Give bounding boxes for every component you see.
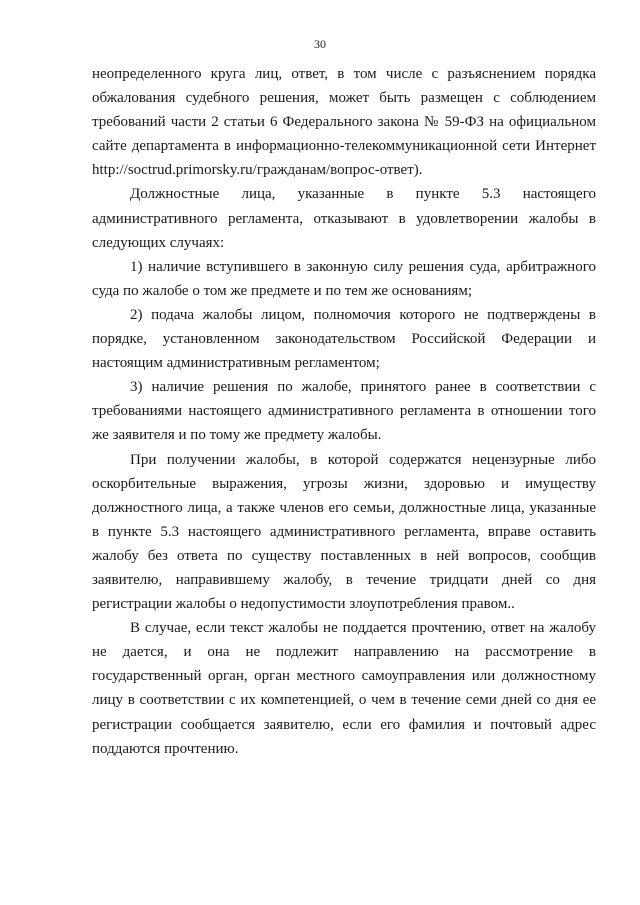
- paragraph-case-1: 1) наличие вступившего в законную силу решения суда, арбитражного суда по жалобе о том же предмете и по тем же основаниям;: [92, 258, 596, 299]
- paragraph-refusal-grounds: Должностные лица, указанные в пункте 5.3 настоящего административного регламента, отказывают в удовлетворении жалобы в следующих случаях:: [92, 186, 596, 251]
- paragraph-abusive-complaint: При получении жалобы, в которой содержатся нецензурные либо оскорбительные выражения, угрозы жизни, здоровью и имуществу должностного лица, а также членов его семьи, должностные лица, указанные в пункте 5.3 настоящего административного регламента, вправе оставить жалобу без ответа по существу поставленных в ней вопросов, сообщив заявителю, направившему жалобу, в течение тридцати дней со дня регистрации жалобы о недопустимости злоупотребления правом..: [92, 451, 596, 613]
- paragraph-case-2: 2) подача жалобы лицом, полномочия которого не подтверждены в порядке, установленном законодательством Российской Федерации и настоящим административным регламентом;: [92, 306, 596, 372]
- document-body: [92, 62, 596, 761]
- paragraph-case-3: 3) наличие решения по жалобе, принятого ранее в соответствии с требованиями настоящего административного регламента в отношении того же заявителя и по тому же предмету жалобы.: [92, 379, 596, 444]
- page-number: 30: [314, 37, 326, 51]
- paragraph-unreadable-complaint: В случае, если текст жалобы не поддается прочтению, ответ на жалобу не дается, и она не подлежит направлению на рассмотрение в государственный орган, орган местного самоуправления или должностному лицу в соответствии с их компетенцией, о чем в течение семи дней со дня ее регистрации сообщается заявителю, если его фамилия и почтовый адрес поддаются прочтению.: [92, 620, 596, 757]
- paragraph-continuation: неопределенного круга лиц, ответ, в том числе с разъяснением порядка обжалования судебного решения, может быть размещен с соблюдением требований части 2 статьи 6 Федерального закона № 59-ФЗ на официальном сайте департамента в информационно-телекоммуникационной сети Интернет http://soctrud.primorsky.ru/гражданам/вопрос-ответ).: [92, 66, 596, 179]
